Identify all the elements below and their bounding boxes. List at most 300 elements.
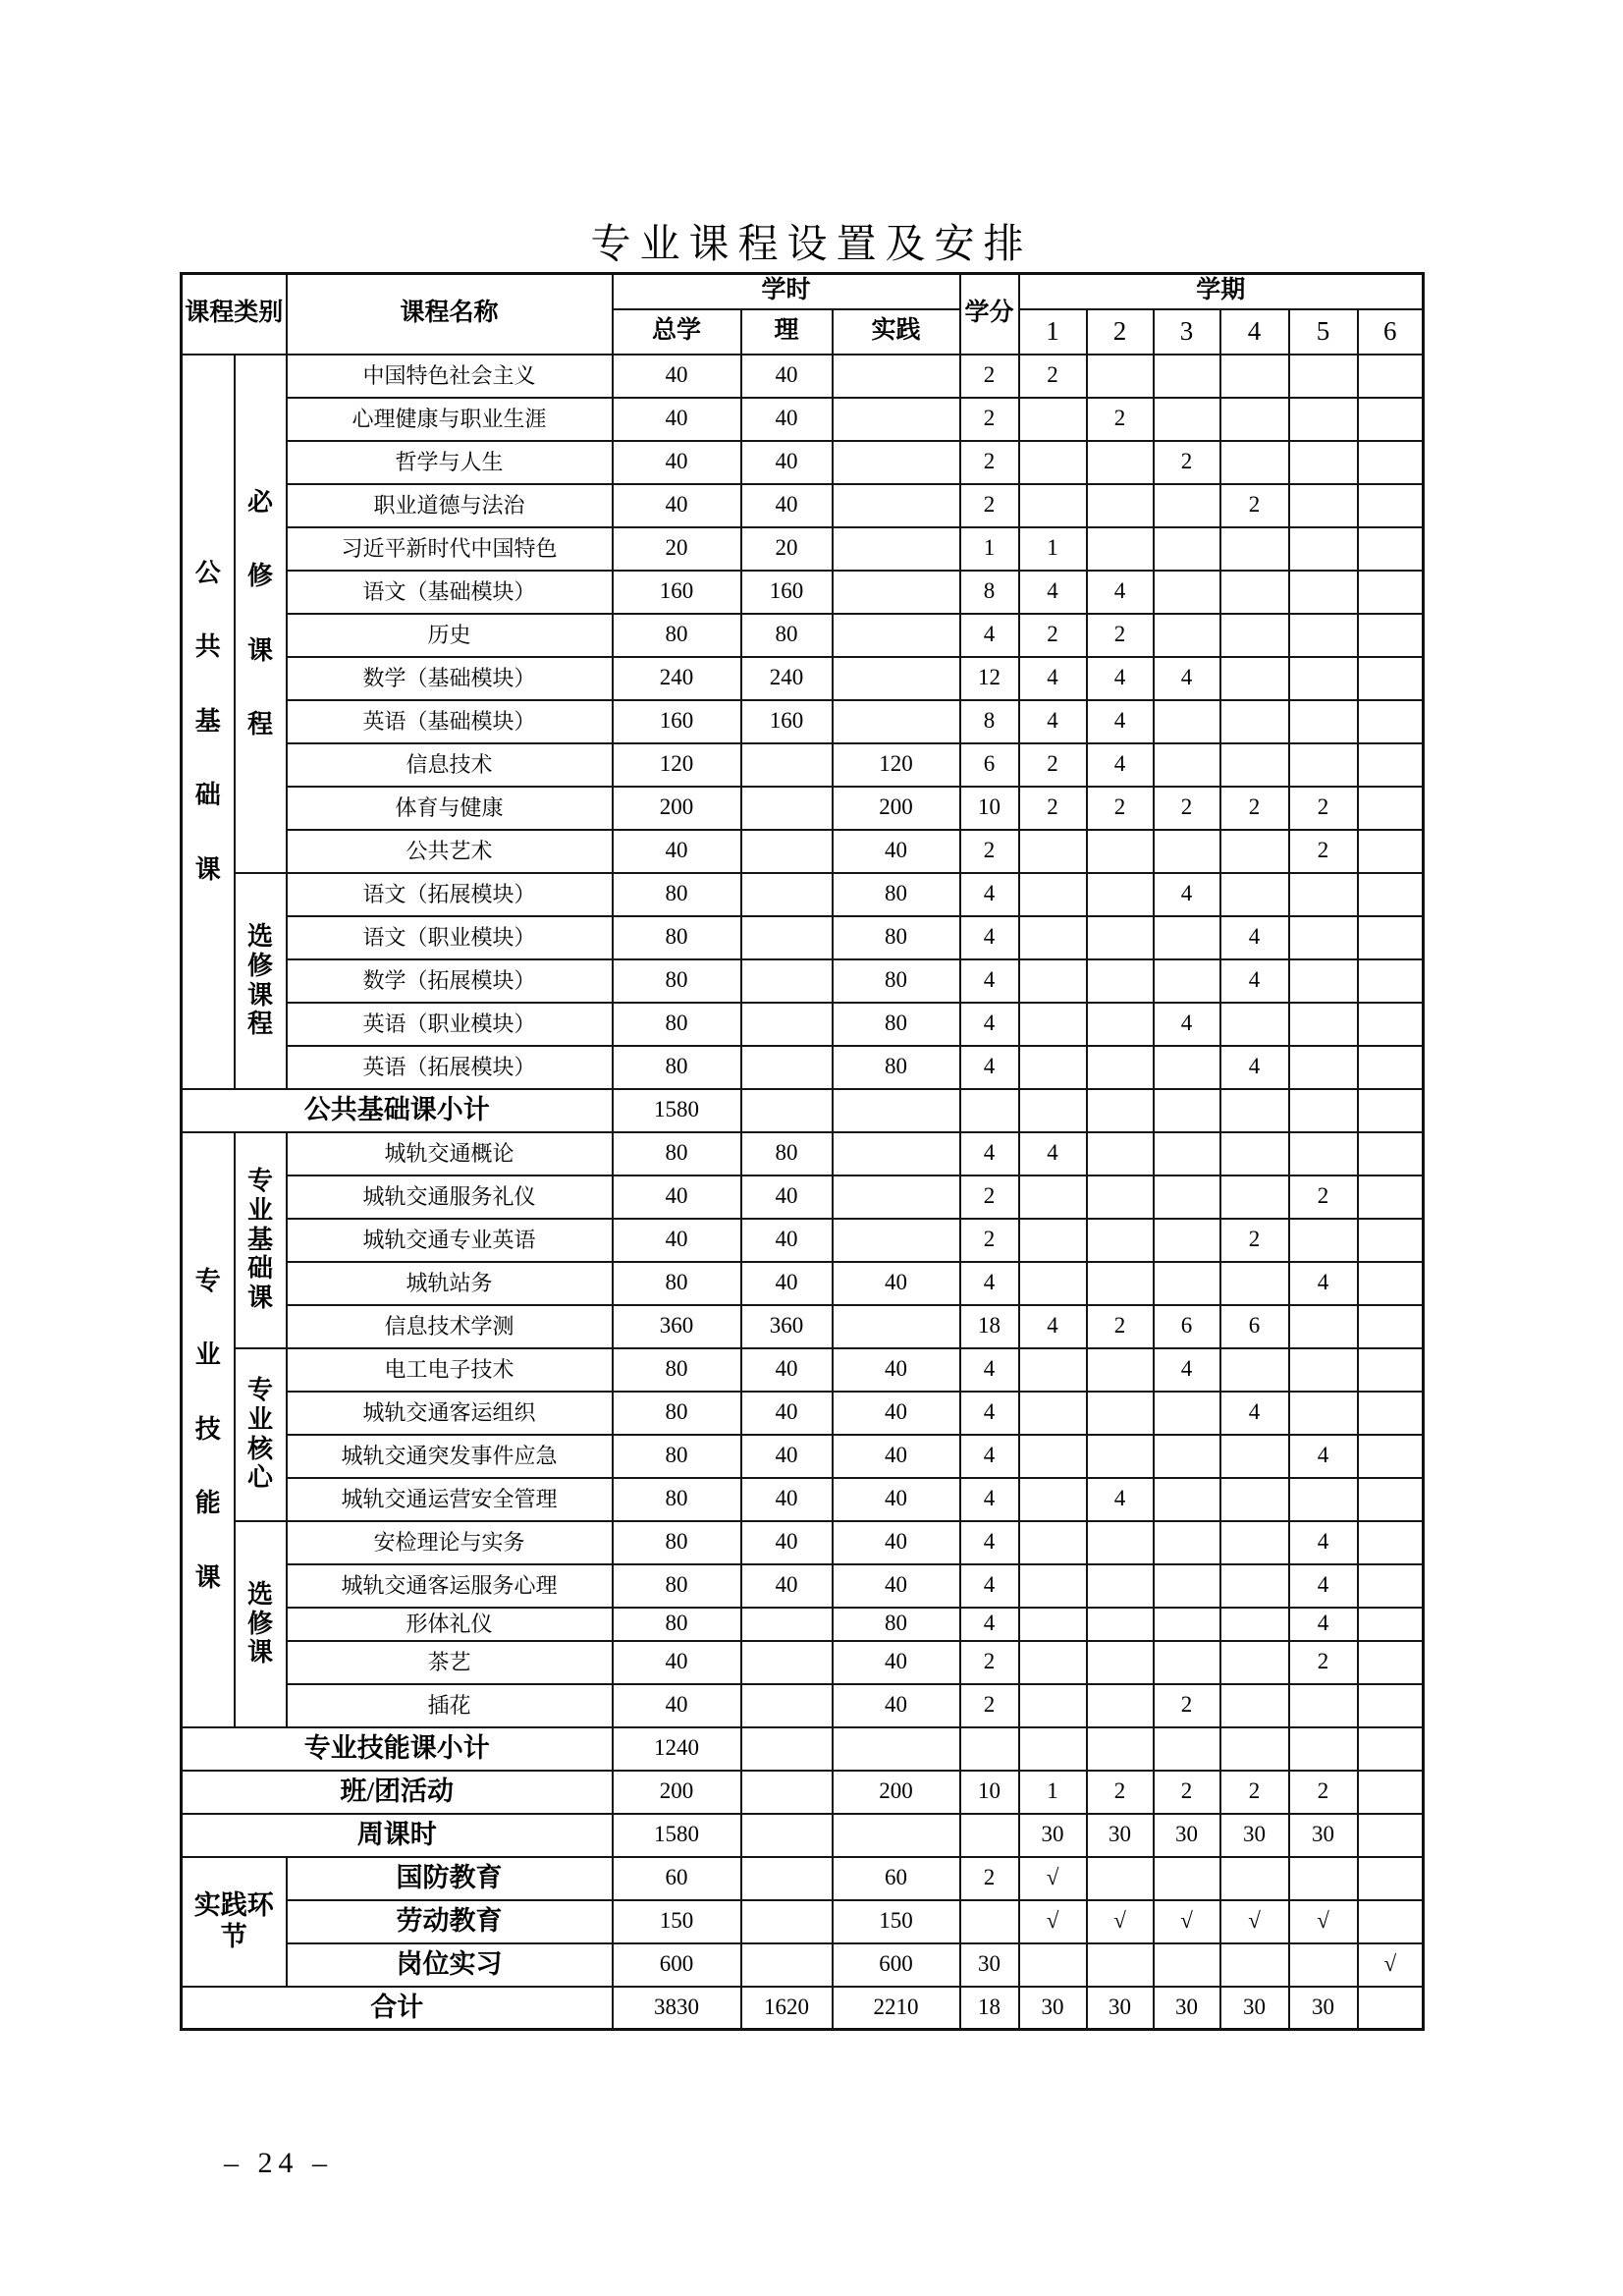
practice-hours-cell <box>833 1814 960 1857</box>
practice-hours-cell: 2210 <box>833 1987 960 2030</box>
sem-2-cell: 4 <box>1087 743 1154 787</box>
sem-3-cell <box>1154 830 1220 873</box>
sem-5-cell: 4 <box>1289 1608 1358 1641</box>
sem-3-cell <box>1154 355 1220 398</box>
sem-6-cell <box>1358 484 1424 527</box>
practice-hours-cell <box>833 1305 960 1348</box>
sem-5-cell: 4 <box>1289 1435 1358 1478</box>
table-row <box>182 1392 1424 1435</box>
sem-3-cell <box>1154 614 1220 657</box>
sem-4-cell: √ <box>1220 1900 1289 1943</box>
sem-3-cell <box>1154 916 1220 959</box>
sem-3-cell: 4 <box>1154 1003 1220 1046</box>
sem-6-cell <box>1358 916 1424 959</box>
credits-cell: 18 <box>960 1305 1019 1348</box>
course-name-cell: 语文（基础模块） <box>287 571 613 614</box>
course-name-cell: 岗位实习 <box>287 1943 613 1987</box>
sem-1-cell: 2 <box>1019 743 1087 787</box>
total-hours-cell: 40 <box>613 830 741 873</box>
theory-hours-cell <box>741 1814 833 1857</box>
credits-cell: 4 <box>960 1608 1019 1641</box>
credits-cell: 10 <box>960 1771 1019 1814</box>
credits-cell: 4 <box>960 1564 1019 1608</box>
header-sem-4: 4 <box>1220 309 1289 355</box>
sem-3-cell <box>1154 1608 1220 1641</box>
practice-hours-cell <box>833 1175 960 1219</box>
sem-4-cell <box>1220 614 1289 657</box>
table-row <box>182 743 1424 787</box>
sem-3-cell <box>1154 743 1220 787</box>
credits-cell: 4 <box>960 1003 1019 1046</box>
sem-5-cell: 4 <box>1289 1521 1358 1564</box>
sem-6-cell <box>1358 873 1424 916</box>
sem-3-cell <box>1154 527 1220 571</box>
sem-2-cell <box>1087 1132 1154 1175</box>
theory-hours-cell: 40 <box>741 1435 833 1478</box>
course-name-cell: 城轨站务 <box>287 1262 613 1305</box>
theory-hours-cell <box>741 787 833 830</box>
sem-5-cell <box>1289 916 1358 959</box>
table-row <box>182 527 1424 571</box>
course-name-cell: 历史 <box>287 614 613 657</box>
sem-4-cell <box>1220 1608 1289 1641</box>
sem-2-cell <box>1087 1175 1154 1219</box>
summary-row-label: 班/团活动 <box>182 1771 613 1814</box>
sem-6-cell <box>1358 1727 1424 1771</box>
sem-1-cell: 30 <box>1019 1987 1087 2030</box>
practice-hours-cell <box>833 355 960 398</box>
total-hours-cell: 160 <box>613 700 741 743</box>
sem-5-cell: 30 <box>1289 1814 1358 1857</box>
sem-3-cell <box>1154 1727 1220 1771</box>
sem-5-cell <box>1289 700 1358 743</box>
sem-5-cell <box>1289 1305 1358 1348</box>
total-hours-cell: 1580 <box>613 1089 741 1132</box>
course-name-cell: 英语（基础模块） <box>287 700 613 743</box>
practice-hours-cell: 80 <box>833 916 960 959</box>
credits-cell: 6 <box>960 743 1019 787</box>
sem-2-cell <box>1087 873 1154 916</box>
sem-2-cell <box>1087 1089 1154 1132</box>
sem-1-cell: √ <box>1019 1900 1087 1943</box>
practice-hours-cell: 40 <box>833 1564 960 1608</box>
sem-2-cell <box>1087 1857 1154 1900</box>
sem-3-cell <box>1154 1435 1220 1478</box>
header-practice-hours: 实践 <box>833 309 960 355</box>
sem-3-cell: 2 <box>1154 1771 1220 1814</box>
sem-6-cell <box>1358 1305 1424 1348</box>
sem-2-cell <box>1087 916 1154 959</box>
total-hours-cell: 40 <box>613 1684 741 1727</box>
table-row <box>182 1219 1424 1262</box>
sem-2-cell <box>1087 1435 1154 1478</box>
theory-hours-cell <box>741 873 833 916</box>
sem-6-cell <box>1358 1771 1424 1814</box>
practice-hours-cell: 120 <box>833 743 960 787</box>
sem-6-cell <box>1358 527 1424 571</box>
practice-hours-cell <box>833 657 960 700</box>
credits-cell: 4 <box>960 1521 1019 1564</box>
sem-5-cell: 2 <box>1289 830 1358 873</box>
theory-hours-cell: 80 <box>741 1132 833 1175</box>
sem-1-cell <box>1019 1175 1087 1219</box>
table-row <box>182 355 1424 398</box>
table-row <box>182 1641 1424 1684</box>
total-hours-cell: 80 <box>613 1608 741 1641</box>
sem-3-cell: 2 <box>1154 441 1220 484</box>
practice-hours-cell: 80 <box>833 873 960 916</box>
theory-hours-cell <box>741 1003 833 1046</box>
sem-5-cell <box>1289 1089 1358 1132</box>
sem-4-cell: 2 <box>1220 1771 1289 1814</box>
sem-1-cell <box>1019 1003 1087 1046</box>
course-name-cell: 城轨交通客运服务心理 <box>287 1564 613 1608</box>
table-row <box>182 873 1424 916</box>
sem-1-cell <box>1019 830 1087 873</box>
sem-1-cell: 30 <box>1019 1814 1087 1857</box>
sem-5-cell <box>1289 743 1358 787</box>
sem-5-cell <box>1289 355 1358 398</box>
table-row <box>182 571 1424 614</box>
sem-6-cell <box>1358 1814 1424 1857</box>
sem-4-cell: 4 <box>1220 916 1289 959</box>
table-row <box>182 1478 1424 1521</box>
course-name-cell: 心理健康与职业生涯 <box>287 398 613 441</box>
total-hours-cell: 360 <box>613 1305 741 1348</box>
sem-4-cell <box>1220 1089 1289 1132</box>
sem-5-cell: 2 <box>1289 1771 1358 1814</box>
header-semester: 学期 <box>1019 274 1424 309</box>
sem-4-cell: 2 <box>1220 484 1289 527</box>
sem-6-cell <box>1358 1392 1424 1435</box>
sem-6-cell <box>1358 1089 1424 1132</box>
theory-hours-cell <box>741 743 833 787</box>
sem-6-cell <box>1358 1900 1424 1943</box>
total-hours-cell: 80 <box>613 1262 741 1305</box>
practice-hours-cell: 80 <box>833 1003 960 1046</box>
sem-4-cell: 2 <box>1220 1219 1289 1262</box>
sem-4-cell <box>1220 1641 1289 1684</box>
sem-4-cell <box>1220 1478 1289 1521</box>
theory-hours-cell: 40 <box>741 1175 833 1219</box>
table-row <box>182 1175 1424 1219</box>
category-label: 公共基础课 <box>182 355 235 1089</box>
total-hours-cell: 1240 <box>613 1727 741 1771</box>
course-name-cell: 劳动教育 <box>287 1900 613 1943</box>
sem-2-cell <box>1087 1684 1154 1727</box>
sem-2-cell: 4 <box>1087 1478 1154 1521</box>
table-row <box>182 1089 1424 1132</box>
theory-hours-cell: 40 <box>741 1348 833 1392</box>
course-name-cell: 城轨交通概论 <box>287 1132 613 1175</box>
page-title: 专业课程设置及安排 <box>590 221 1033 266</box>
sem-5-cell <box>1289 873 1358 916</box>
sem-3-cell <box>1154 1262 1220 1305</box>
credits-cell: 2 <box>960 398 1019 441</box>
theory-hours-cell: 160 <box>741 571 833 614</box>
sem-5-cell <box>1289 441 1358 484</box>
sem-6-cell <box>1358 1348 1424 1392</box>
sem-5-cell <box>1289 1857 1358 1900</box>
sem-4-cell <box>1220 657 1289 700</box>
sem-1-cell <box>1019 1348 1087 1392</box>
header-sem-5: 5 <box>1289 309 1358 355</box>
total-hours-cell: 240 <box>613 657 741 700</box>
sem-4-cell <box>1220 441 1289 484</box>
sem-2-cell <box>1087 1392 1154 1435</box>
sem-1-cell: 4 <box>1019 657 1087 700</box>
theory-hours-cell: 20 <box>741 527 833 571</box>
sem-3-cell <box>1154 1392 1220 1435</box>
table-row <box>182 1564 1424 1608</box>
credits-cell: 2 <box>960 1219 1019 1262</box>
table-row <box>182 1900 1424 1943</box>
sem-5-cell: 2 <box>1289 787 1358 830</box>
total-hours-cell: 3830 <box>613 1987 741 2030</box>
category-label: 选修课 <box>235 1521 287 1727</box>
course-name-cell: 城轨交通运营安全管理 <box>287 1478 613 1521</box>
sem-3-cell <box>1154 700 1220 743</box>
sem-4-cell <box>1220 355 1289 398</box>
course-name-cell: 英语（拓展模块） <box>287 1046 613 1089</box>
total-hours-cell: 40 <box>613 1219 741 1262</box>
sem-4-cell <box>1220 873 1289 916</box>
total-hours-cell: 40 <box>613 1175 741 1219</box>
sem-3-cell: 4 <box>1154 657 1220 700</box>
practice-hours-cell: 150 <box>833 1900 960 1943</box>
sem-6-cell <box>1358 571 1424 614</box>
sem-6-cell <box>1358 787 1424 830</box>
sem-3-cell: 2 <box>1154 1684 1220 1727</box>
sem-1-cell: 4 <box>1019 1305 1087 1348</box>
course-name-cell: 哲学与人生 <box>287 441 613 484</box>
credits-cell: 2 <box>960 441 1019 484</box>
total-hours-cell: 40 <box>613 398 741 441</box>
table-row <box>182 1348 1424 1392</box>
sem-4-cell: 6 <box>1220 1305 1289 1348</box>
sem-4-cell <box>1220 830 1289 873</box>
theory-hours-cell: 40 <box>741 1219 833 1262</box>
sem-4-cell <box>1220 1003 1289 1046</box>
sem-6-cell <box>1358 1046 1424 1089</box>
course-name-cell: 公共艺术 <box>287 830 613 873</box>
sem-6-cell <box>1358 1857 1424 1900</box>
sem-5-cell <box>1289 1348 1358 1392</box>
sem-2-cell: √ <box>1087 1900 1154 1943</box>
sem-6-cell <box>1358 1641 1424 1684</box>
sem-2-cell <box>1087 1641 1154 1684</box>
practice-hours-cell <box>833 1132 960 1175</box>
sem-2-cell: 30 <box>1087 1987 1154 2030</box>
sem-5-cell <box>1289 1003 1358 1046</box>
table-row <box>182 787 1424 830</box>
practice-hours-cell <box>833 398 960 441</box>
category-label: 必修课程 <box>235 355 287 873</box>
total-hours-cell: 80 <box>613 1132 741 1175</box>
credits-cell <box>960 1900 1019 1943</box>
table-row <box>182 1857 1424 1900</box>
header-hours: 学时 <box>613 274 960 309</box>
theory-hours-cell <box>741 1608 833 1641</box>
sem-3-cell <box>1154 1089 1220 1132</box>
theory-hours-cell: 40 <box>741 441 833 484</box>
credits-cell: 4 <box>960 1132 1019 1175</box>
sem-3-cell: 6 <box>1154 1305 1220 1348</box>
practice-hours-cell <box>833 614 960 657</box>
sem-3-cell: 4 <box>1154 873 1220 916</box>
sem-5-cell <box>1289 571 1358 614</box>
sem-4-cell <box>1220 1727 1289 1771</box>
practice-hours-cell: 40 <box>833 830 960 873</box>
sem-3-cell <box>1154 1219 1220 1262</box>
sem-4-cell <box>1220 571 1289 614</box>
total-hours-cell: 40 <box>613 441 741 484</box>
total-hours-cell: 60 <box>613 1857 741 1900</box>
total-hours-cell: 200 <box>613 1771 741 1814</box>
sem-2-cell <box>1087 1608 1154 1641</box>
header-sem-2: 2 <box>1087 309 1154 355</box>
course-name-cell: 电工电子技术 <box>287 1348 613 1392</box>
credits-cell: 2 <box>960 355 1019 398</box>
sem-5-cell <box>1289 484 1358 527</box>
table-row <box>182 1771 1424 1814</box>
credits-cell: 2 <box>960 830 1019 873</box>
practice-hours-cell <box>833 700 960 743</box>
sem-1-cell: 2 <box>1019 787 1087 830</box>
sem-2-cell <box>1087 1521 1154 1564</box>
theory-hours-cell <box>741 1727 833 1771</box>
sem-3-cell: 30 <box>1154 1987 1220 2030</box>
course-name-cell: 形体礼仪 <box>287 1608 613 1641</box>
practice-hours-cell: 40 <box>833 1435 960 1478</box>
theory-hours-cell: 80 <box>741 614 833 657</box>
sem-2-cell <box>1087 1943 1154 1987</box>
sem-4-cell: 4 <box>1220 1046 1289 1089</box>
sem-5-cell: 2 <box>1289 1641 1358 1684</box>
total-hours-cell: 80 <box>613 873 741 916</box>
practice-hours-cell <box>833 1219 960 1262</box>
sem-2-cell: 2 <box>1087 614 1154 657</box>
sem-1-cell: 2 <box>1019 355 1087 398</box>
sem-1-cell: 2 <box>1019 614 1087 657</box>
table-row <box>182 1727 1424 1771</box>
course-name-cell: 语文（职业模块） <box>287 916 613 959</box>
total-hours-cell: 80 <box>613 1435 741 1478</box>
theory-hours-cell <box>741 1641 833 1684</box>
sem-5-cell <box>1289 959 1358 1003</box>
table-row <box>182 657 1424 700</box>
course-name-cell: 体育与健康 <box>287 787 613 830</box>
credits-cell: 8 <box>960 700 1019 743</box>
course-name-cell: 职业道德与法治 <box>287 484 613 527</box>
sem-1-cell: √ <box>1019 1857 1087 1900</box>
total-hours-cell: 80 <box>613 1046 741 1089</box>
sem-5-cell: 2 <box>1289 1175 1358 1219</box>
course-name-cell: 英语（职业模块） <box>287 1003 613 1046</box>
theory-hours-cell <box>741 1857 833 1900</box>
theory-hours-cell <box>741 1089 833 1132</box>
sem-4-cell <box>1220 1262 1289 1305</box>
sem-6-cell <box>1358 1521 1424 1564</box>
header-credits: 学分 <box>960 274 1019 355</box>
course-name-cell: 中国特色社会主义 <box>287 355 613 398</box>
table-row <box>182 1608 1424 1641</box>
total-hours-cell: 40 <box>613 1641 741 1684</box>
theory-hours-cell: 240 <box>741 657 833 700</box>
sem-1-cell: 1 <box>1019 1771 1087 1814</box>
sem-6-cell <box>1358 830 1424 873</box>
sem-4-cell <box>1220 1684 1289 1727</box>
table-row <box>182 916 1424 959</box>
course-name-cell: 数学（基础模块） <box>287 657 613 700</box>
sem-2-cell <box>1087 355 1154 398</box>
sem-4-cell <box>1220 527 1289 571</box>
theory-hours-cell <box>741 1771 833 1814</box>
practice-hours-cell: 600 <box>833 1943 960 1987</box>
total-hours-cell: 80 <box>613 1564 741 1608</box>
sem-3-cell: √ <box>1154 1900 1220 1943</box>
table-row <box>182 830 1424 873</box>
credits-cell: 2 <box>960 1857 1019 1900</box>
practice-hours-cell <box>833 441 960 484</box>
sem-6-cell <box>1358 1435 1424 1478</box>
table-row <box>182 1132 1424 1175</box>
sem-5-cell <box>1289 1046 1358 1089</box>
credits-cell: 2 <box>960 1175 1019 1219</box>
sem-1-cell <box>1019 398 1087 441</box>
sem-5-cell <box>1289 1943 1358 1987</box>
course-name-cell: 国防教育 <box>287 1857 613 1900</box>
sem-4-cell <box>1220 743 1289 787</box>
sem-5-cell <box>1289 1478 1358 1521</box>
sem-1-cell: 4 <box>1019 571 1087 614</box>
total-hours-cell: 80 <box>613 1478 741 1521</box>
sem-3-cell: 4 <box>1154 1348 1220 1392</box>
practice-hours-cell: 40 <box>833 1521 960 1564</box>
total-hours-cell: 20 <box>613 527 741 571</box>
sem-3-cell <box>1154 484 1220 527</box>
header-sem-1: 1 <box>1019 309 1087 355</box>
sem-2-cell <box>1087 959 1154 1003</box>
sem-1-cell: 1 <box>1019 527 1087 571</box>
course-name-cell: 数学（拓展模块） <box>287 959 613 1003</box>
table-row <box>182 1435 1424 1478</box>
summary-row-label: 专业技能课小计 <box>182 1727 613 1771</box>
sem-4-cell: 2 <box>1220 787 1289 830</box>
summary-row-label: 公共基础课小计 <box>182 1089 613 1132</box>
sem-3-cell <box>1154 571 1220 614</box>
sem-1-cell: 4 <box>1019 1132 1087 1175</box>
sem-4-cell: 30 <box>1220 1987 1289 2030</box>
sem-2-cell: 2 <box>1087 1305 1154 1348</box>
theory-hours-cell: 40 <box>741 1392 833 1435</box>
credits-cell: 4 <box>960 1348 1019 1392</box>
sem-4-cell <box>1220 1857 1289 1900</box>
sem-2-cell <box>1087 527 1154 571</box>
sem-2-cell <box>1087 441 1154 484</box>
total-hours-cell: 600 <box>613 1943 741 1987</box>
total-hours-cell: 40 <box>613 484 741 527</box>
course-name-cell: 安检理论与实务 <box>287 1521 613 1564</box>
table-row <box>182 484 1424 527</box>
credits-cell: 4 <box>960 1046 1019 1089</box>
practice-hours-cell: 40 <box>833 1392 960 1435</box>
sem-2-cell <box>1087 1003 1154 1046</box>
practice-hours-cell <box>833 1727 960 1771</box>
sem-1-cell <box>1019 484 1087 527</box>
sem-5-cell <box>1289 398 1358 441</box>
sem-5-cell <box>1289 1219 1358 1262</box>
